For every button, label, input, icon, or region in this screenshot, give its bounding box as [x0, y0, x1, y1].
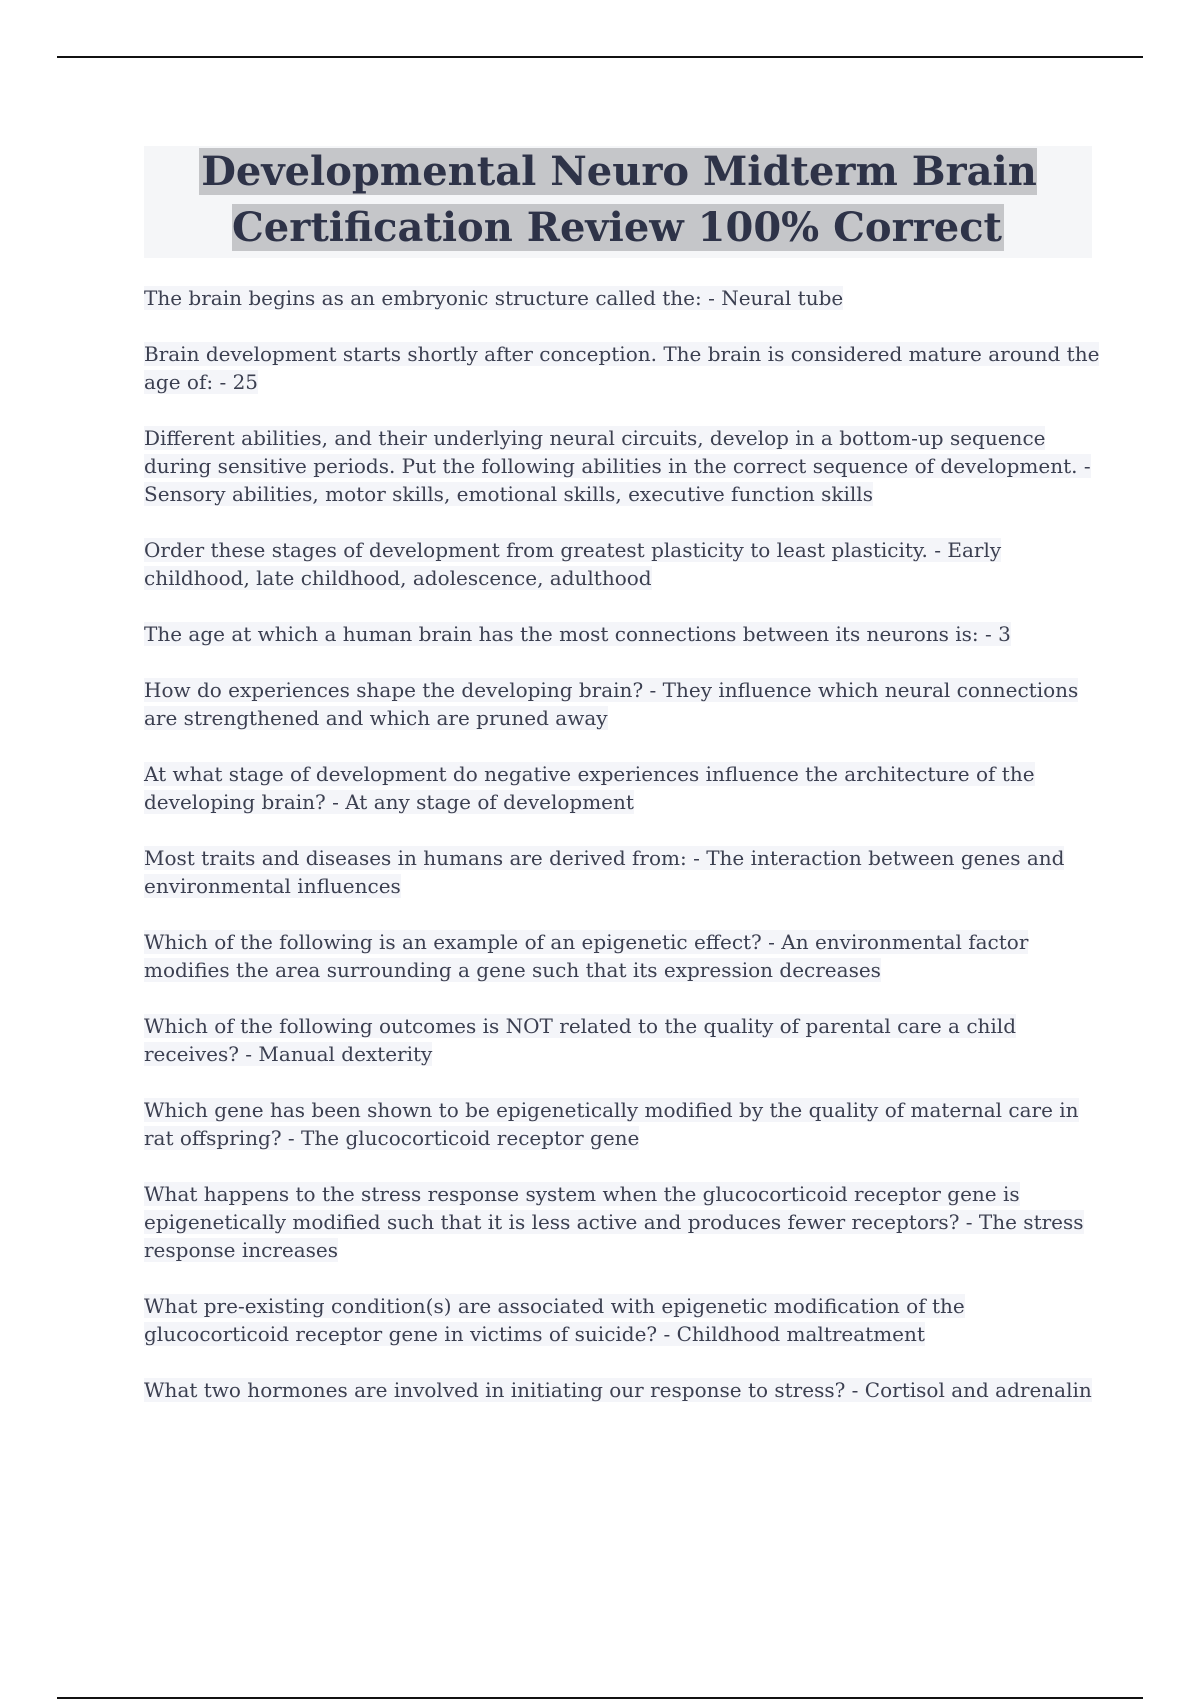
- qa-item-text: The age at which a human brain has the most connections between its neurons is: - 3: [144, 622, 1011, 646]
- qa-item: [144, 844, 1104, 900]
- qa-item: [144, 340, 1104, 396]
- qa-item-text: Which of the following outcomes is NOT related to the quality of parental care a child receives? - Manual dexterity: [144, 1014, 1017, 1066]
- qa-item: [144, 620, 1104, 648]
- page-title: [144, 144, 1092, 256]
- qa-item-text: Order these stages of development from greatest plasticity to least plasticity. - Early childhood, late childhood, adolescence, adulthood: [144, 538, 1002, 590]
- qa-item: [144, 1180, 1104, 1264]
- qa-item-text: Which gene has been shown to be epigenetically modified by the quality of maternal care in rat offspring? - The glucocorticoid receptor gene: [144, 1098, 1079, 1150]
- qa-item: [144, 536, 1104, 592]
- qa-item-text: Different abilities, and their underlying neural circuits, develop in a bottom-up sequence during sensitive periods. Put the following abilities in the correct sequence of development. - Sensory abilities, motor skills, emotional skills, executive function skills: [144, 426, 1091, 506]
- header-rule: [57, 56, 1143, 58]
- qa-item: [144, 1096, 1104, 1152]
- page-title-text: Developmental Neuro Midterm Brain Certification Review 100% Correct: [201, 148, 1037, 251]
- qa-item-text: What pre-existing condition(s) are associated with epigenetic modification of the glucocorticoid receptor gene in victims of suicide? - Childhood maltreatment: [144, 1294, 965, 1346]
- qa-item: [144, 928, 1104, 984]
- qa-item-text: Most traits and diseases in humans are derived from: - The interaction between genes and environmental influences: [144, 846, 1065, 898]
- qa-item-text: Which of the following is an example of an epigenetic effect? - An environmental factor modifies the area surrounding a gene such that its expression decreases: [144, 930, 1029, 982]
- footer-rule: [57, 1697, 1143, 1699]
- qa-item: [144, 676, 1104, 732]
- qa-item-text: The brain begins as an embryonic structure called the: - Neural tube: [144, 286, 844, 310]
- qa-item-text: What two hormones are involved in initiating our response to stress? - Cortisol and adrenalin: [144, 1378, 1092, 1402]
- qa-item: [144, 760, 1104, 816]
- qa-item-text: Brain development starts shortly after conception. The brain is considered mature around the age of: - 25: [144, 342, 1100, 394]
- qa-item: [144, 1376, 1104, 1404]
- qa-list: [144, 284, 1104, 1432]
- qa-item-text: What happens to the stress response system when the glucocorticoid receptor gene is epigenetically modified such that it is less active and produces fewer receptors? - The stress response increases: [144, 1182, 1084, 1262]
- qa-item-text: How do experiences shape the developing brain? - They influence which neural connections are strengthened and which are pruned away: [144, 678, 1079, 730]
- qa-item: [144, 1012, 1104, 1068]
- qa-item: [144, 1292, 1104, 1348]
- qa-item: [144, 284, 1104, 312]
- qa-item: [144, 424, 1104, 508]
- qa-item-text: At what stage of development do negative experiences influence the architecture of the developing brain? - At any stage of development: [144, 762, 1035, 814]
